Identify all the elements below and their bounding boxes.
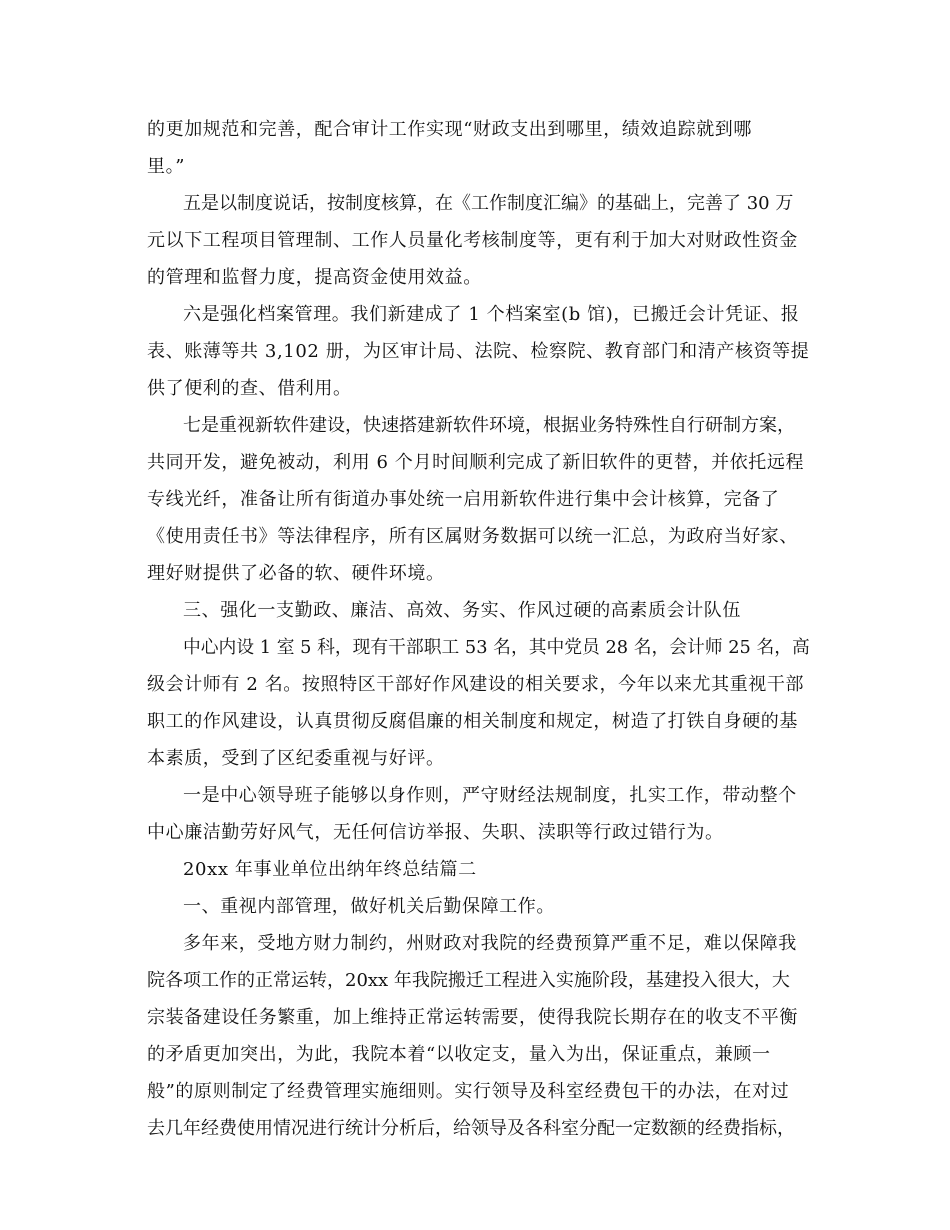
paragraph-start: 六是强化档案管理。我们新建成了 1 个档案室(b 馆)，已搬迁会计凭证、报: [183, 304, 800, 325]
text-line: 元以下工程项目管理制、工作人员量化考核制度等，更有利于加大对财政性资金: [147, 230, 798, 251]
text-line: 里。”: [147, 156, 186, 177]
paragraph-start: 五是以制度说话，按制度核算，在《工作制度汇编》的基础上，完善了 30 万: [183, 193, 794, 214]
text-line: 院各项工作的正常运转，20xx 年我院搬迁工程进入实施阶段，基建投入很大，大: [147, 970, 790, 991]
text-line: 去几年经费使用情况进行统计分析后，给领导及各科室分配一定数额的经费指标，: [147, 1118, 795, 1139]
text-line: 的管理和监督力度，提高资金使用效益。: [147, 267, 482, 288]
section-heading: 三、强化一支勤政、廉洁、高效、务实、作风过硬的高素质会计队伍: [183, 600, 741, 621]
text-line: 专线光纤，准备让所有街道办事处统一启用新软件进行集中会计核算，完备了: [147, 489, 780, 510]
text-line: 表、账薄等共 3,102 册，为区审计局、法院、检察院、教育部门和清产核资等提: [147, 341, 810, 362]
text-line: 级会计师有 2 名。按照特区干部好作风建设的相关要求，今年以来尤其重视干部: [147, 674, 805, 695]
text-line: 理好财提供了必备的软、硬件环境。: [147, 563, 445, 584]
text-line: 的矛盾更加突出，为此，我院本着“以收定支，量入为出，保证重点，兼顾一: [147, 1044, 771, 1065]
text-line: 职工的作风建设，认真贯彻反腐倡廉的相关制度和规定，树造了打铁自身硬的基: [147, 711, 798, 732]
paragraph-start: 一是中心领导班子能够以身作则，严守财经法规制度，扎实工作，带动整个: [183, 785, 797, 806]
section-heading: 一、重视内部管理，做好机关后勤保障工作。: [183, 896, 555, 917]
text-line: 供了便利的查、借利用。: [147, 378, 352, 399]
paragraph-start: 多年来，受地方财力制约，州财政对我院的经费预算严重不足，难以保障我: [183, 933, 797, 954]
text-line: 般”的原则制定了经费管理实施细则。实行领导及科室经费包干的办法，在对过: [147, 1081, 790, 1102]
paragraph-start: 七是重视新软件建设，快速搭建新软件环境，根据业务特殊性自行研制方案，: [183, 415, 795, 436]
text-line: 宗装备建设任务繁重，加上维持正常运转需要，使得我院长期存在的收支不平衡: [147, 1007, 798, 1028]
paragraph-start: 中心内设 1 室 5 科，现有干部职工 53 名，其中党员 28 名，会计师 25 名，高: [183, 637, 810, 658]
text-line: 中心廉洁勤劳好风气，无任何信访举报、失职、渎职等行政过错行为。: [147, 822, 724, 843]
text-line: 本素质，受到了区纪委重视与好评。: [147, 748, 445, 769]
text-line: 的更加规范和完善，配合审计工作实现“财政支出到哪里，绩效追踪就到哪: [147, 119, 752, 140]
article-title: 20xx 年事业单位出纳年终总结篇二: [183, 859, 477, 880]
text-line: 《使用责任书》等法律程序，所有区属财务数据可以统一汇总，为政府当好家、: [147, 526, 798, 547]
text-line: 共同开发，避免被动，利用 6 个月时间顺利完成了新旧软件的更替，并依托远程: [147, 452, 805, 473]
